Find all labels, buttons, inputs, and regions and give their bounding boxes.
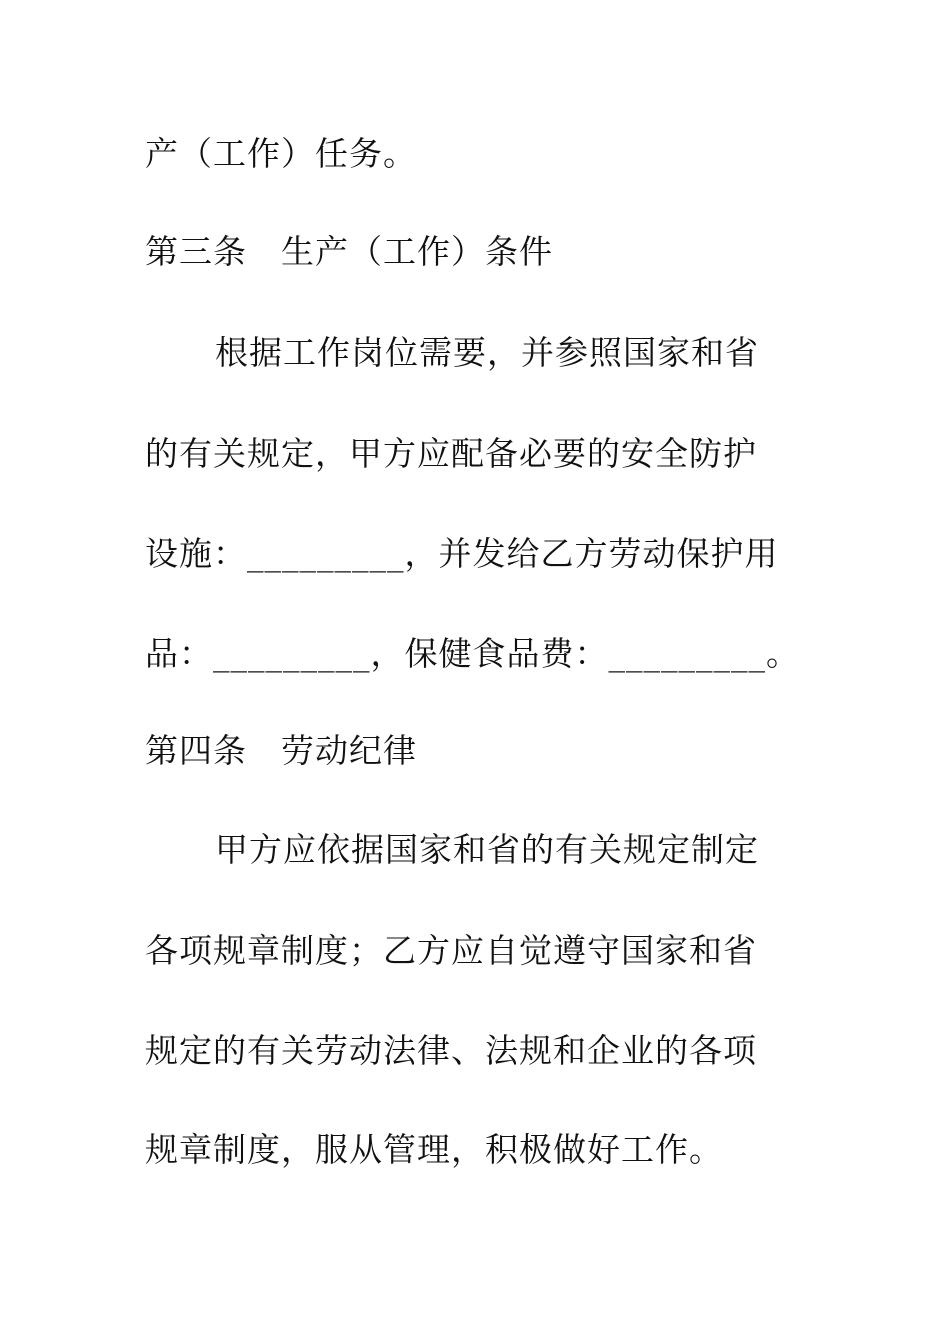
paragraph-line: 设施：_________，并发给乙方劳动保护用 [145, 534, 779, 573]
paragraph-line: 各项规章制度；乙方应自觉遵守国家和省 [145, 931, 757, 970]
paragraph-line: 规章制度，服从管理，积极做好工作。 [145, 1130, 723, 1169]
paragraph-line: 产（工作）任务。 [145, 134, 417, 173]
paragraph-line: 的有关规定，甲方应配备必要的安全防护 [145, 434, 757, 473]
article-heading-4: 第四条 劳动纪律 [145, 731, 417, 770]
paragraph-line: 根据工作岗位需要，并参照国家和省 [215, 333, 759, 372]
paragraph-line: 品：_________，保健食品费：_________。 [145, 634, 800, 673]
paragraph-line: 甲方应依据国家和省的有关规定制定 [215, 830, 759, 869]
article-heading-3: 第三条 生产（工作）条件 [145, 232, 553, 271]
paragraph-line: 规定的有关劳动法律、法规和企业的各项 [145, 1031, 757, 1070]
